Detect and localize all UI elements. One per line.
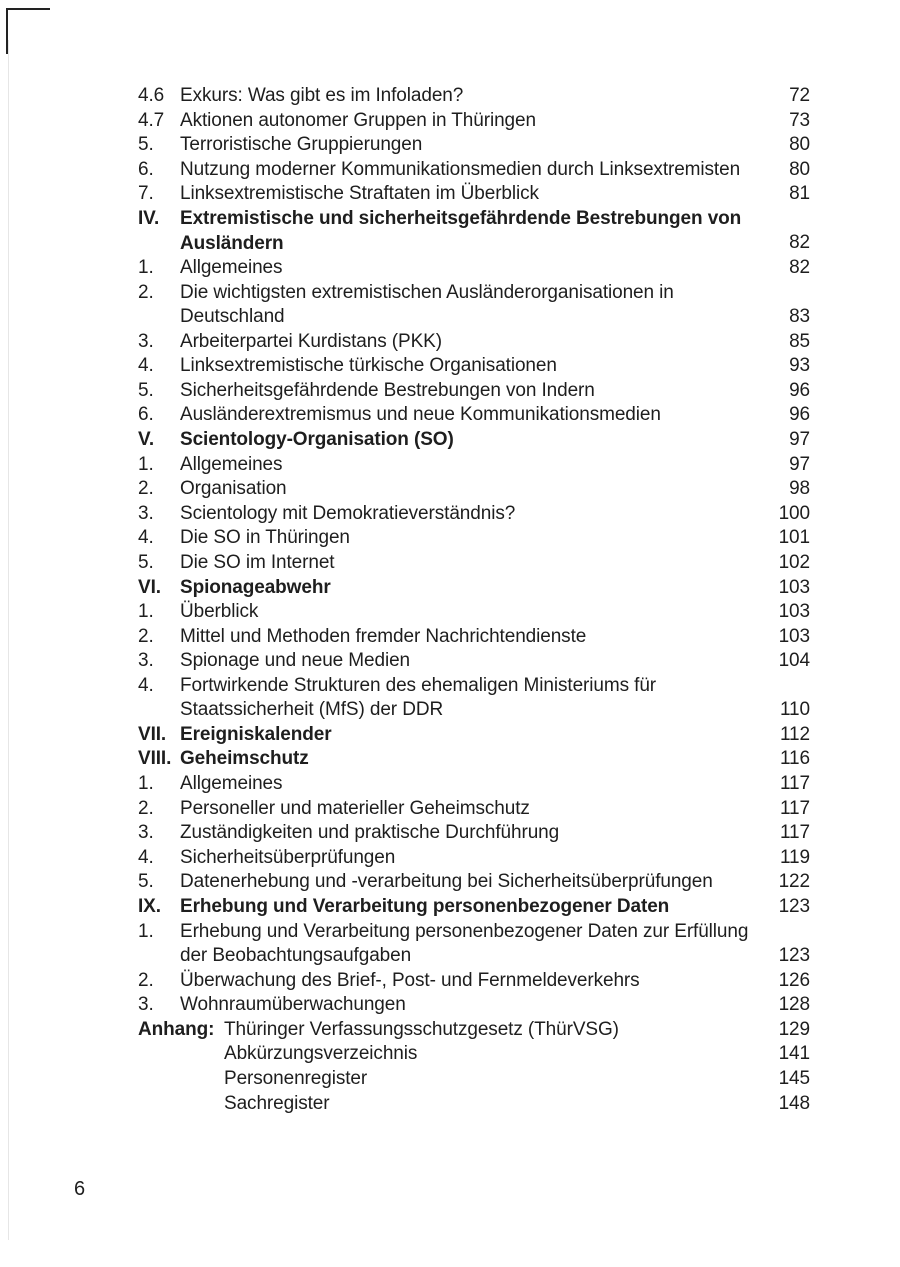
- toc-number: 6.: [138, 158, 154, 180]
- toc-title: Ereigniskalender: [180, 723, 332, 745]
- toc-number: 4.: [138, 355, 154, 377]
- toc-number: VII.: [138, 723, 167, 745]
- toc-title: Nutzung moderner Kommunikationsmedien durch Linksextremisten: [180, 158, 741, 180]
- toc-number: 3.: [138, 330, 154, 352]
- toc-entry: [138, 600, 818, 625]
- toc-number: 2.: [138, 969, 154, 991]
- toc-title: Abkürzungsverzeichnis: [224, 1043, 418, 1065]
- toc-number: 1.: [138, 453, 154, 475]
- toc-entry: [138, 870, 818, 895]
- toc-number: Anhang:: [138, 1018, 215, 1040]
- toc-entry: [138, 969, 818, 994]
- toc-page: 123: [778, 896, 810, 918]
- toc-title: Scientology mit Demokratieverständnis?: [180, 502, 516, 524]
- toc-entry: [138, 84, 818, 109]
- toc-entry: [138, 453, 818, 478]
- toc-page: 123: [778, 945, 810, 967]
- toc-page: 96: [789, 379, 810, 401]
- toc-entry: [138, 281, 818, 330]
- toc-number: 1.: [138, 256, 154, 278]
- toc-title: Wohnraumüberwachungen: [180, 994, 406, 1016]
- toc-chapter: [138, 723, 818, 748]
- toc-entry: [138, 551, 818, 576]
- toc-number: IV.: [138, 207, 160, 229]
- toc-page: 85: [789, 330, 810, 352]
- toc-title: Thüringer Verfassungsschutzgesetz (ThürVSG): [224, 1018, 619, 1040]
- toc-page: 82: [789, 256, 810, 278]
- toc-number: 4.: [138, 674, 154, 696]
- toc-number: 4.: [138, 527, 154, 549]
- toc-title: Scientology-Organisation (SO): [180, 428, 454, 450]
- toc-title: Sicherheitsüberprüfungen: [180, 846, 396, 868]
- toc-entry: [138, 526, 818, 551]
- toc-number: VIII.: [138, 748, 172, 770]
- toc-number: 4.6: [138, 85, 165, 106]
- toc-entry: [138, 133, 818, 158]
- toc-title: Extremistische und sicherheitsgefährdende Bestrebungen von Ausländern: [180, 207, 742, 254]
- toc-entry: [138, 920, 818, 969]
- toc-entry: [138, 477, 818, 502]
- toc-number: 7.: [138, 183, 154, 205]
- toc-title: Personeller und materieller Geheimschutz: [180, 797, 530, 819]
- toc-title: Erhebung und Verarbeitung personenbezogener Daten zur Erfüllung der Beobachtungsaufgaben: [180, 920, 749, 967]
- toc-page: 83: [789, 305, 810, 327]
- toc-chapter: [138, 747, 818, 772]
- toc-title: Überblick: [180, 601, 259, 623]
- toc-entry: [138, 354, 818, 379]
- toc-entry: [138, 158, 818, 183]
- toc-annex-entry: [138, 1067, 818, 1092]
- toc-title: Geheimschutz: [180, 748, 309, 770]
- toc-title: Arbeiterpartei Kurdistans (PKK): [180, 330, 442, 352]
- toc-chapter: [138, 895, 818, 920]
- toc-title: Spionageabwehr: [180, 576, 331, 598]
- toc-entry: [138, 379, 818, 404]
- toc-number: VI.: [138, 576, 161, 598]
- toc-title: Ausländerextremismus und neue Kommunikationsmedien: [180, 404, 661, 426]
- toc-page: 97: [789, 453, 810, 475]
- toc-title: Die SO in Thüringen: [180, 527, 350, 549]
- toc-title: Die SO im Internet: [180, 551, 335, 573]
- toc-page: 128: [778, 994, 810, 1016]
- toc-title: Linksextremistische türkische Organisationen: [180, 355, 557, 377]
- toc-title: Aktionen autonomer Gruppen in Thüringen: [180, 109, 536, 131]
- toc-entry: [138, 797, 818, 822]
- toc-page: 122: [778, 871, 810, 893]
- toc-page: 72: [789, 85, 810, 106]
- toc-entry: [138, 403, 818, 428]
- toc-title: Allgemeines: [180, 256, 283, 278]
- toc-title: Sicherheitsgefährdende Bestrebungen von Indern: [180, 379, 595, 401]
- toc-page: 80: [789, 158, 810, 180]
- toc-number: 4.: [138, 846, 154, 868]
- toc-page: 116: [780, 748, 810, 770]
- toc-title: Sachregister: [224, 1092, 330, 1114]
- toc-page: 93: [789, 355, 810, 377]
- toc-annex-entry: [138, 1042, 818, 1067]
- toc-title: Spionage und neue Medien: [180, 650, 411, 672]
- page-number: 6: [74, 1178, 86, 1200]
- toc-page: 148: [778, 1092, 810, 1114]
- toc-chapter: [138, 207, 818, 256]
- toc-number: 5.: [138, 134, 154, 156]
- toc-number: 3.: [138, 650, 154, 672]
- toc-number: 2.: [138, 625, 154, 647]
- toc-title: Erhebung und Verarbeitung personenbezogener Daten: [180, 896, 670, 918]
- toc-page: 104: [778, 650, 810, 672]
- toc-title: Exkurs: Was gibt es im Infoladen?: [180, 85, 464, 106]
- toc-number: 2.: [138, 478, 154, 500]
- toc-page: 141: [778, 1043, 810, 1065]
- toc-number: 1.: [138, 920, 154, 942]
- toc-entry: [138, 674, 818, 723]
- toc-chapter: [138, 576, 818, 601]
- toc-page: 81: [789, 183, 810, 205]
- toc-page: 145: [778, 1068, 810, 1089]
- toc-number: 1.: [138, 773, 154, 795]
- toc-entry: [138, 625, 818, 650]
- toc-entry: [138, 502, 818, 527]
- table-of-contents: [138, 84, 818, 1116]
- toc-entry: [138, 256, 818, 281]
- toc-title: Terroristische Gruppierungen: [180, 134, 423, 156]
- toc-title: Zuständigkeiten und praktische Durchführung: [180, 822, 560, 844]
- toc-number: 5.: [138, 379, 154, 401]
- toc-title: Linksextremistische Straftaten im Überblick: [180, 183, 539, 205]
- toc-entry: [138, 330, 818, 355]
- toc-page: 117: [780, 822, 810, 844]
- toc-number: 2.: [138, 797, 154, 819]
- toc-page: 80: [789, 134, 810, 156]
- toc-page: 98: [789, 478, 810, 500]
- toc-title: Mittel und Methoden fremder Nachrichtendienste: [180, 625, 587, 647]
- toc-page: 100: [778, 502, 810, 524]
- scan-edge-line: [8, 40, 9, 1240]
- toc-page: 103: [778, 576, 810, 598]
- toc-number: 6.: [138, 404, 154, 426]
- toc-title: Personenregister: [224, 1068, 368, 1089]
- toc-page: 103: [778, 601, 810, 623]
- toc-entry: [138, 846, 818, 871]
- toc-title: Überwachung des Brief-, Post- und Fernmeldeverkehrs: [180, 969, 640, 991]
- toc-entry: [138, 993, 818, 1018]
- toc-page: 110: [780, 699, 810, 721]
- toc-entry: [138, 821, 818, 846]
- toc-title: Datenerhebung und -verarbeitung bei Sicherheitsüberprüfungen: [180, 871, 713, 893]
- toc-page: 119: [780, 846, 810, 868]
- toc-entry: [138, 109, 818, 134]
- toc-title: Allgemeines: [180, 773, 283, 795]
- toc-title: Organisation: [180, 478, 287, 500]
- toc-title: Die wichtigsten extremistischen Ausländerorganisationen in Deutschland: [180, 281, 674, 328]
- crop-mark-horizontal: [6, 8, 50, 10]
- toc-page: 101: [778, 527, 810, 549]
- toc-chapter: [138, 428, 818, 453]
- toc-number: 3.: [138, 994, 154, 1016]
- toc-number: IX.: [138, 896, 161, 918]
- toc-page: 73: [789, 109, 810, 131]
- toc-number: 3.: [138, 822, 154, 844]
- toc-number: 1.: [138, 601, 154, 623]
- toc-page: 103: [778, 625, 810, 647]
- toc-title: Fortwirkende Strukturen des ehemaligen Ministeriums für Staatssicherheit (MfS) der DDR: [180, 674, 657, 721]
- toc-number: 5.: [138, 551, 154, 573]
- toc-page: 117: [780, 797, 810, 819]
- toc-page: 82: [789, 232, 810, 254]
- toc-page: 126: [778, 969, 810, 991]
- toc-title: Allgemeines: [180, 453, 283, 475]
- toc-page: 102: [778, 551, 810, 573]
- toc-number: 2.: [138, 281, 154, 303]
- toc-number: 5.: [138, 871, 154, 893]
- toc-page: 97: [789, 428, 810, 450]
- toc-entry: [138, 772, 818, 797]
- toc-annex: [138, 1018, 818, 1043]
- toc-number: V.: [138, 428, 155, 450]
- toc-number: 4.7: [138, 109, 165, 131]
- toc-page: 96: [789, 404, 810, 426]
- toc-page: 112: [780, 723, 810, 745]
- toc-page: 117: [780, 773, 810, 795]
- toc-entry: [138, 649, 818, 674]
- toc-page: 129: [778, 1018, 810, 1040]
- toc-number: 3.: [138, 502, 154, 524]
- toc-entry: [138, 182, 818, 207]
- toc-annex-entry: [138, 1092, 818, 1117]
